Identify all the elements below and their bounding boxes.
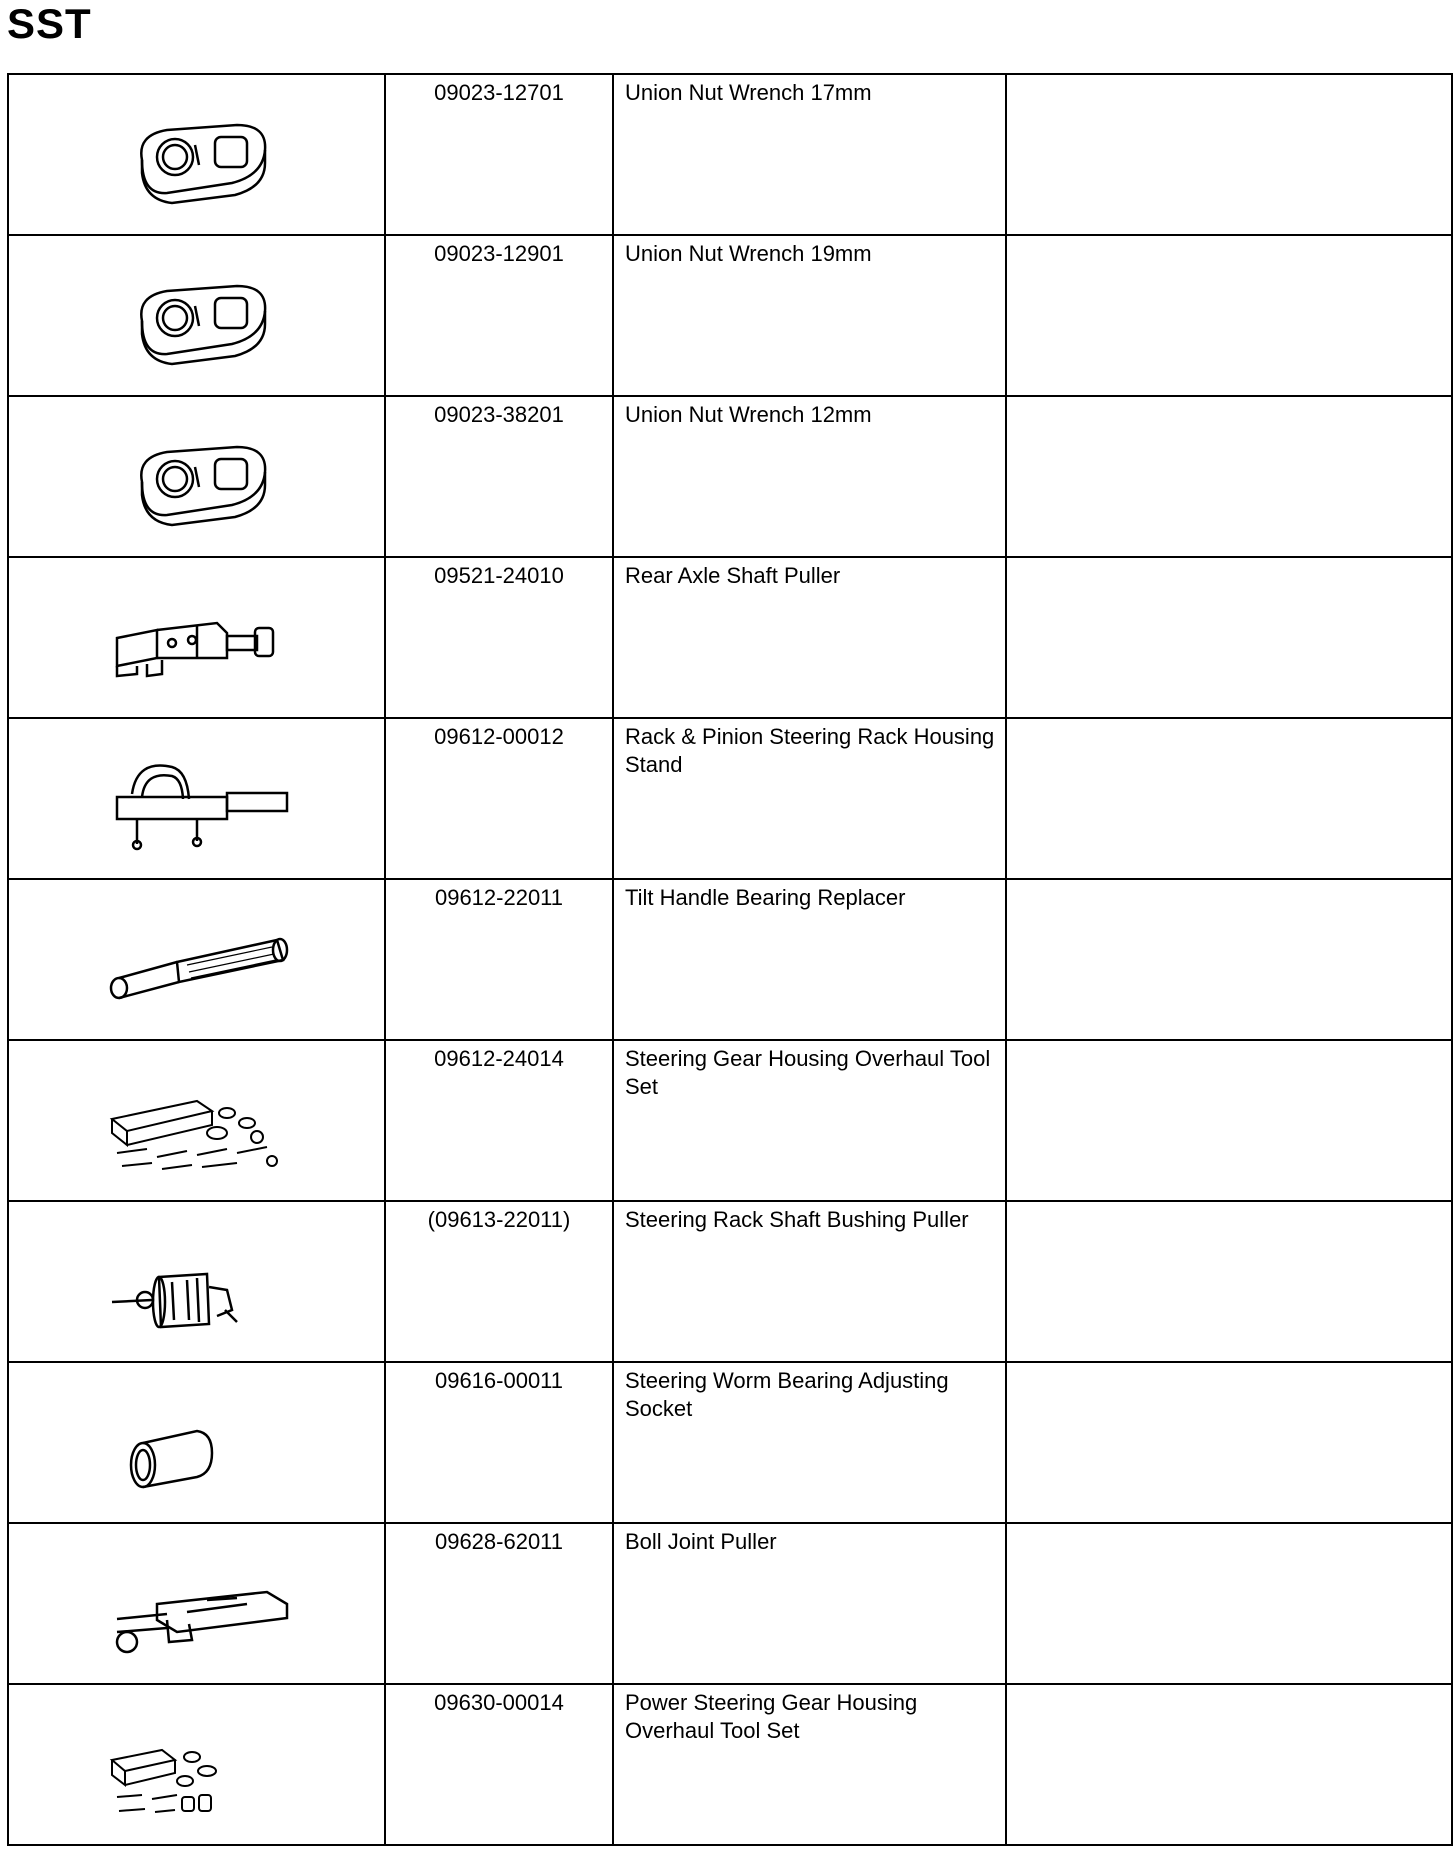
part-number: (09613-22011) (427, 1207, 571, 1232)
part-number-cell (385, 396, 613, 557)
notes-cell (1006, 1523, 1452, 1684)
notes-cell (1006, 718, 1452, 879)
part-number-cell (385, 1523, 613, 1684)
notes-cell (1006, 1362, 1452, 1523)
part-number: 09521-24010 (434, 563, 564, 588)
tool-name: Boll Joint Puller (625, 1529, 777, 1554)
ball-joint-puller-icon (97, 1554, 297, 1664)
table-row (8, 1201, 1452, 1362)
notes-cell (1006, 557, 1452, 718)
tool-name: Union Nut Wrench 19mm (625, 241, 872, 266)
tool-name: Steering Gear Housing Overhaul Tool Set (625, 1046, 991, 1099)
tool-name-cell (613, 1362, 1006, 1523)
tool-image-cell (8, 557, 385, 718)
part-number-cell (385, 1040, 613, 1201)
union-nut-wrench-icon (97, 266, 297, 376)
part-number-cell (385, 235, 613, 396)
part-number-cell (385, 1684, 613, 1845)
sst-table (7, 73, 1453, 1846)
part-number-cell (385, 879, 613, 1040)
tool-set-icon (97, 1715, 297, 1825)
tool-image-cell (8, 1523, 385, 1684)
tool-name: Tilt Handle Bearing Replacer (625, 885, 906, 910)
tool-image-cell (8, 1040, 385, 1201)
tool-name-cell (613, 396, 1006, 557)
table-row (8, 718, 1452, 879)
table-row (8, 74, 1452, 235)
table-row (8, 557, 1452, 718)
part-number: 09023-38201 (434, 402, 564, 427)
union-nut-wrench-icon (97, 105, 297, 215)
tool-image-cell (8, 74, 385, 235)
tool-name: Union Nut Wrench 12mm (625, 402, 872, 427)
tool-name-cell (613, 1201, 1006, 1362)
table-row (8, 396, 1452, 557)
tool-name-cell (613, 557, 1006, 718)
tool-image-cell (8, 1684, 385, 1845)
tool-name-cell (613, 1040, 1006, 1201)
table-row (8, 235, 1452, 396)
socket-icon (97, 1393, 297, 1503)
tool-name: Steering Rack Shaft Bushing Puller (625, 1207, 969, 1232)
tool-image-cell (8, 718, 385, 879)
union-nut-wrench-icon (97, 427, 297, 537)
table-row (8, 1362, 1452, 1523)
part-number-cell (385, 1362, 613, 1523)
notes-cell (1006, 1040, 1452, 1201)
part-number: 09630-00014 (434, 1690, 564, 1715)
notes-cell (1006, 1684, 1452, 1845)
part-number: 09612-00012 (434, 724, 564, 749)
part-number-cell (385, 1201, 613, 1362)
tool-name: Union Nut Wrench 17mm (625, 80, 872, 105)
housing-stand-icon (97, 749, 297, 859)
part-number: 09023-12701 (434, 80, 564, 105)
part-number-cell (385, 718, 613, 879)
notes-cell (1006, 74, 1452, 235)
table-row (8, 1684, 1452, 1845)
part-number: 09023-12901 (434, 241, 564, 266)
tool-name: Rear Axle Shaft Puller (625, 563, 841, 588)
part-number: 09612-24014 (434, 1046, 564, 1071)
tool-image-cell (8, 235, 385, 396)
bearing-replacer-icon (97, 910, 297, 1020)
table-row (8, 879, 1452, 1040)
notes-cell (1006, 235, 1452, 396)
tool-name-cell (613, 235, 1006, 396)
part-number: 09616-00011 (434, 1368, 564, 1393)
tool-image-cell (8, 1201, 385, 1362)
table-row (8, 1523, 1452, 1684)
tool-name: Steering Worm Bearing Adjusting Socket (625, 1368, 949, 1421)
tool-name-cell (613, 1684, 1006, 1845)
axle-shaft-puller-icon (97, 588, 297, 698)
tool-name: Power Steering Gear Housing Overhaul Tool Set (625, 1690, 918, 1743)
tool-name-cell (613, 879, 1006, 1040)
part-number: 09628-62011 (434, 1529, 564, 1554)
tool-image-cell (8, 396, 385, 557)
part-number-cell (385, 557, 613, 718)
tool-image-cell (8, 1362, 385, 1523)
tool-name-cell (613, 1523, 1006, 1684)
tool-name: Rack & Pinion Steering Rack Housing Stand (625, 724, 995, 777)
notes-cell (1006, 879, 1452, 1040)
page-title: SST (7, 0, 92, 47)
part-number: 09612-22011 (434, 885, 564, 910)
tool-name-cell (613, 74, 1006, 235)
part-number-cell (385, 74, 613, 235)
notes-cell (1006, 396, 1452, 557)
tool-set-icon (97, 1071, 297, 1181)
tool-name-cell (613, 718, 1006, 879)
notes-cell (1006, 1201, 1452, 1362)
bushing-puller-icon (97, 1232, 297, 1342)
table-row (8, 1040, 1452, 1201)
tool-image-cell (8, 879, 385, 1040)
